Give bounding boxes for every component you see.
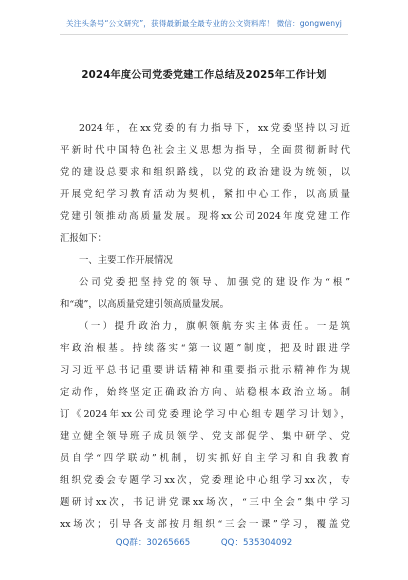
paragraph-line: 公司党委把坚持党的领导、加强党的建设作为“根”	[79, 277, 350, 288]
paragraph-line: 定动作，始终坚定正确政治方向、站稳根本政治立场。制	[60, 387, 350, 398]
paragraph-line: 建立健全领导班子成员领学、党支部促学、集中研学、党	[60, 431, 350, 442]
paragraph-line: 开展党纪学习教育活动为契机，紧扣中心工作，以高质量	[60, 189, 350, 200]
paragraph-line: 和“魂”，以高质量党建引领高质量发展。	[60, 299, 229, 310]
paragraph-line: 2024年，在xx党委的有力指导下，xx党委坚持以习近	[79, 123, 350, 134]
paragraph-line: （一）提升政治力，旗帜领航夯实主体责任。一是筑	[79, 321, 350, 332]
footer-contact	[0, 536, 408, 548]
header-promo-note: 关注头条号“公文研究”，获得最新最全最专业的公文资料库！ 微信：gongwenyj	[66, 19, 342, 28]
document-body	[60, 118, 350, 536]
footer-qq-number: QQ：535304092	[220, 538, 293, 548]
paragraph-line: 平新时代中国特色社会主义思想为指导，全面贯彻新时代	[60, 145, 350, 156]
paragraph-line: 党建引领推动高质量发展。现将xx公司2024年度党建工作	[60, 211, 350, 222]
paragraph-line: 习习近平总书记重要讲话精神和重要指示批示精神作为规	[60, 365, 350, 376]
header-divider	[60, 34, 348, 35]
paragraph-line: 题研讨xx次，书记讲党课xx场次，“三中全会”集中学习	[60, 497, 350, 508]
paragraph-line: xx场次；引导各支部按月组织“三会一课”学习，覆盖党	[60, 519, 350, 530]
paragraph-line: 党的建设总要求和组织路线，以党的政治建设为统领，以	[60, 167, 350, 178]
paragraph-line: 员自学“四学联动”机制，切实抓好自主学习和自我教育	[60, 453, 350, 464]
paragraph-line: 汇报如下：	[60, 233, 107, 244]
document-title: 2024年度公司党委党建工作总结及2025年工作计划	[81, 70, 327, 81]
paragraph-line: 组织党委会专题学习xx次，党委理论中心组学习xx次，专	[60, 475, 350, 486]
footer-qq-group: QQ群：30265665	[115, 538, 191, 548]
paragraph-line: 牢政治根基。持续落实“第一议题”制度，把及时跟进学	[60, 343, 350, 354]
paragraph-line: 订《2024年xx公司党委理论学习中心组专题学习计划》，	[60, 409, 350, 420]
section-heading: 一、主要工作开展情况	[79, 255, 173, 266]
